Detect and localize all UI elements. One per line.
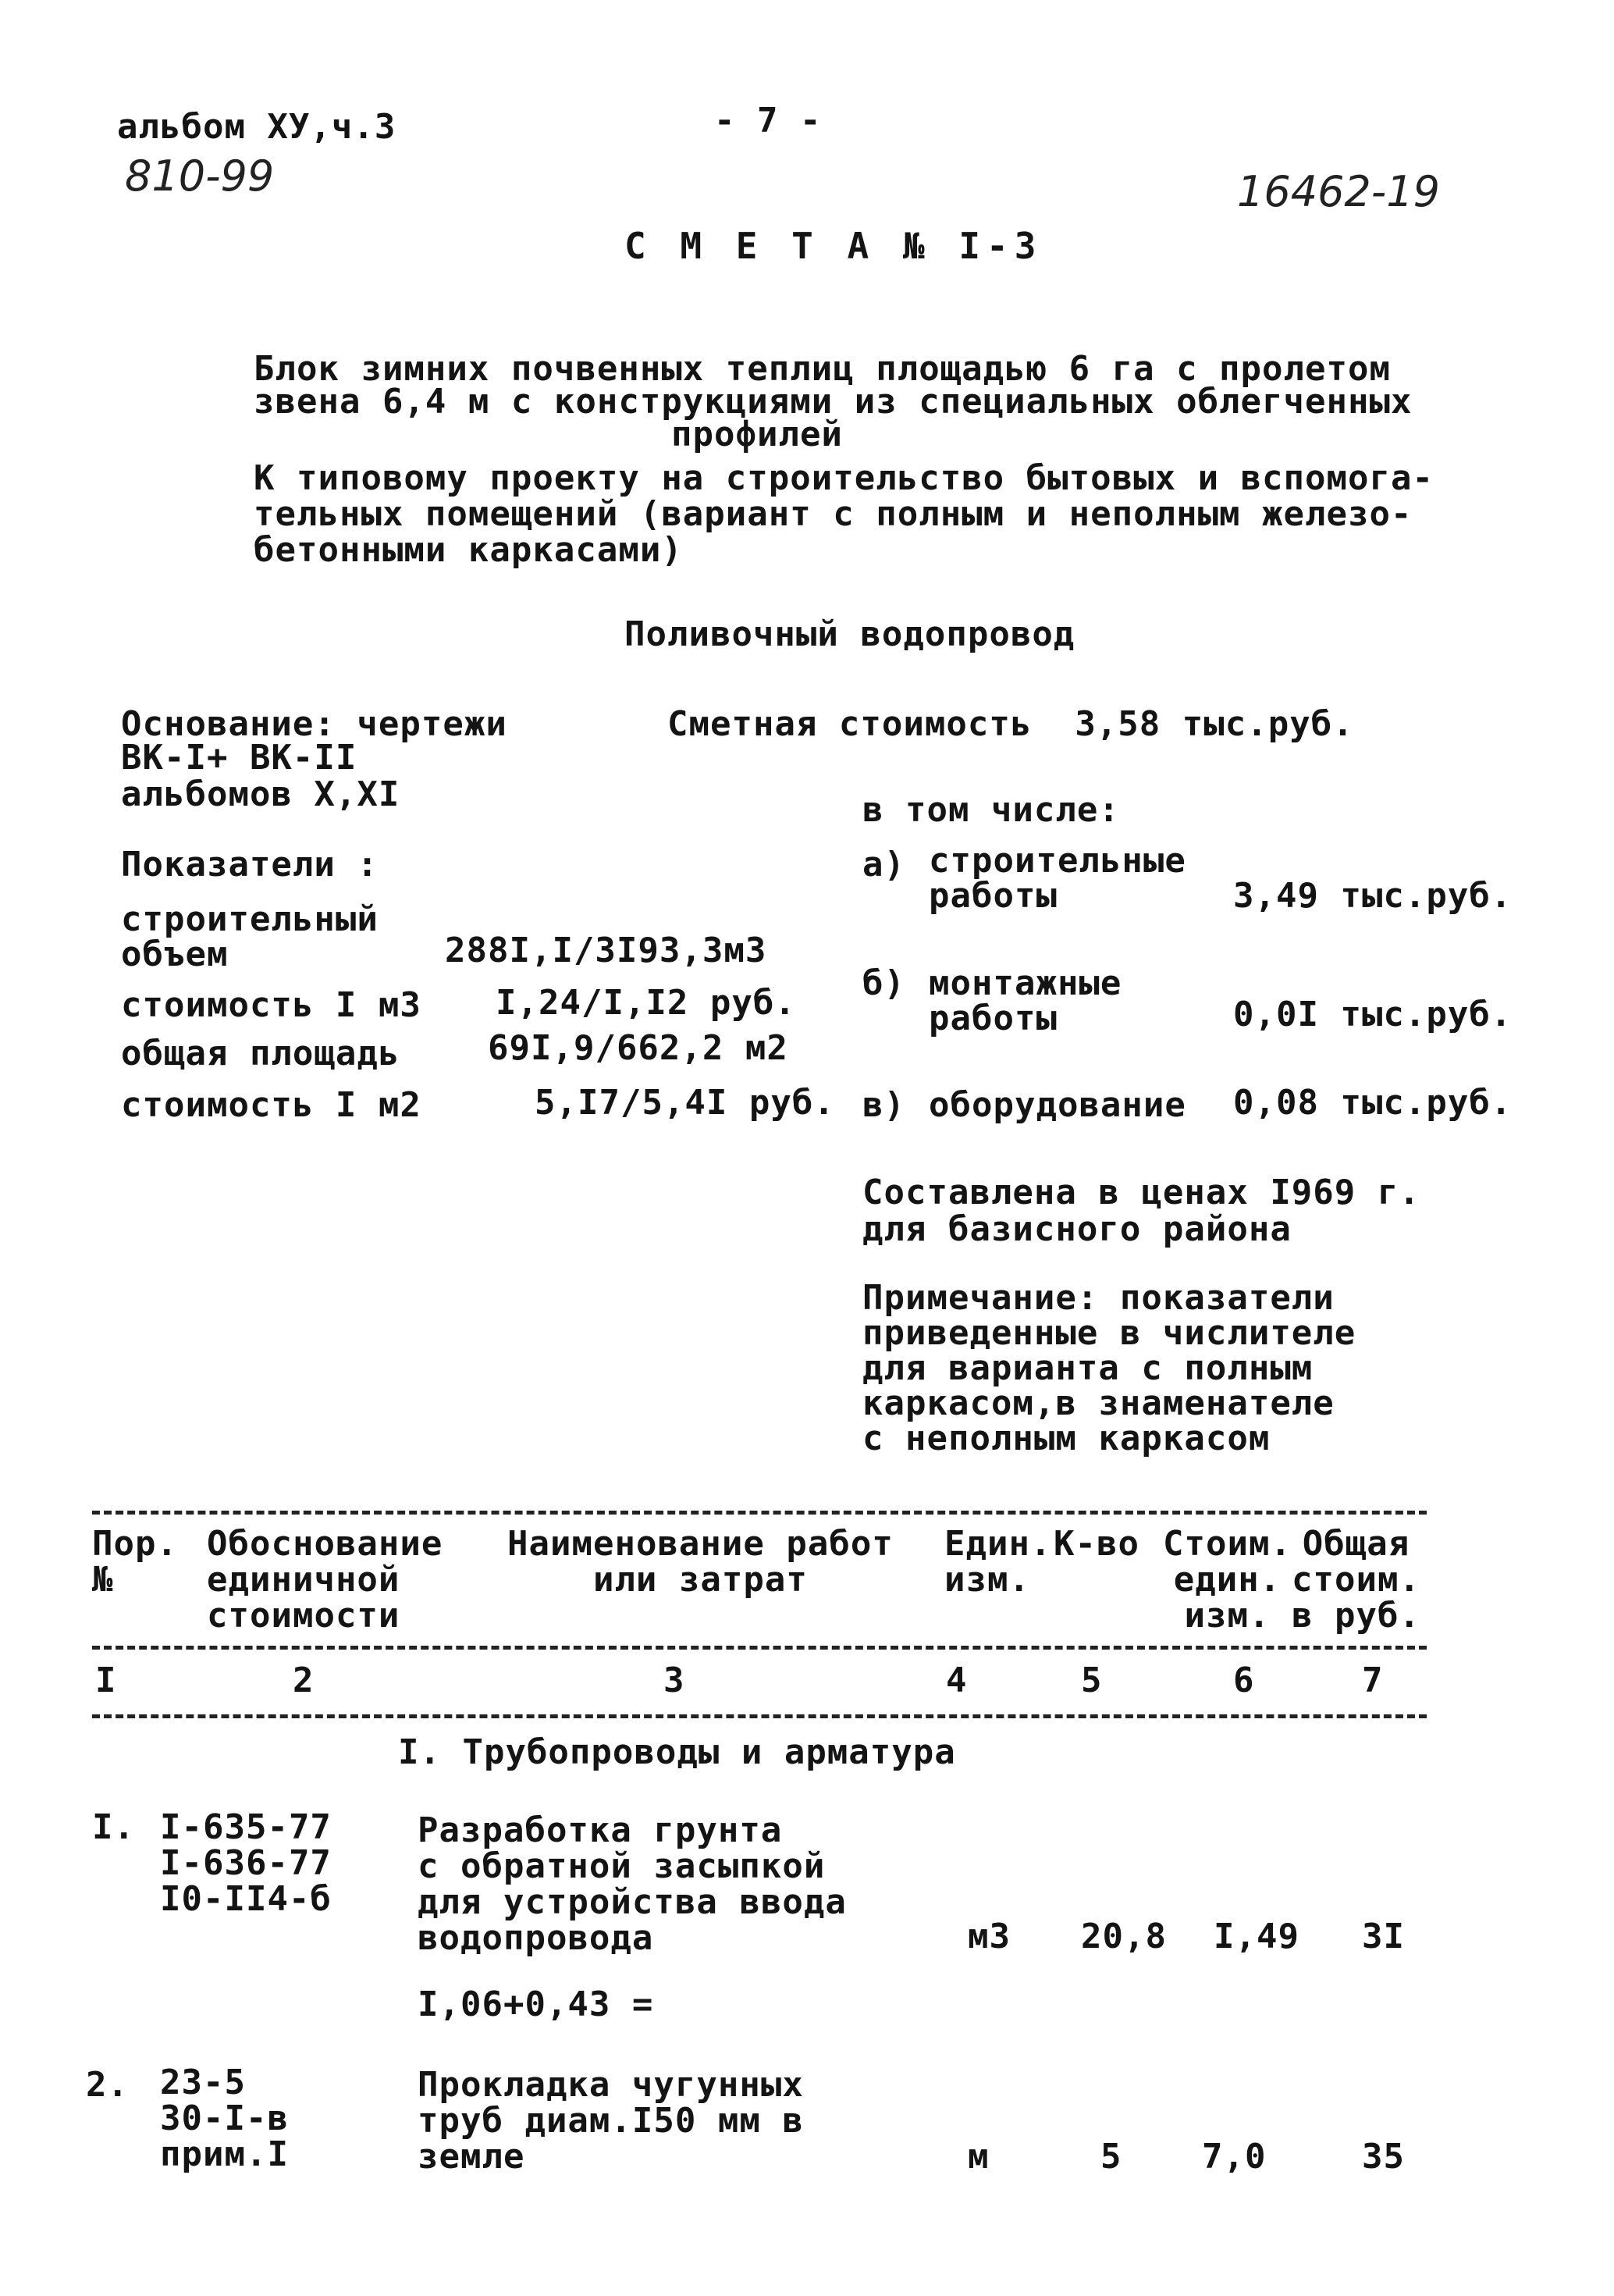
column-number: 6 [1233,1661,1255,1700]
column-number: 2 [293,1661,315,1700]
row-basis: 23-5 30-I-в прим.I [160,2063,289,2174]
row-unit: м3 [968,1917,1011,1956]
row-name: Разработка грунта с обратной засыпкой для устройства ввода водопровода [418,1810,847,1958]
page-title: С М Е Т А № I-3 [624,225,1043,267]
indicator-label: стоимость I м3 [121,985,421,1025]
including-label: в том числе: [862,790,1120,830]
basis-line-1: Основание: чертежи [121,704,507,744]
row-price: I,49 [1214,1917,1299,1956]
indicator-value: 5,I7/5,4I руб. [535,1083,835,1123]
table-header-col-5: К-во [1054,1524,1139,1564]
row-total: 3I [1362,1917,1405,1956]
basis-line-2: ВК-I+ ВК-II [121,738,357,778]
breakdown-label: оборудование [929,1085,1186,1125]
intro-line-5: тельных помещений (вариант с полным и неполным железо- [254,494,1413,534]
handwritten-code-right: 16462-19 [1237,167,1440,216]
intro-line-4: К типовому проекту на строительство бытовых и вспомога- [254,458,1434,498]
handwritten-code-left: 810-99 [125,151,275,201]
remark-line-3: для варианта с полным [862,1348,1314,1388]
indicator-value: I,24/I,I2 руб. [496,983,796,1023]
indicator-value: 288I,I/3I93,3м3 [445,931,767,970]
column-number: I [95,1661,117,1700]
remark-line-5: с неполным каркасом [862,1419,1271,1458]
column-number: 4 [946,1661,968,1700]
row-number: 2. [86,2065,129,2105]
row-total: 35 [1362,2137,1405,2177]
intro-line-1: Блок зимних почвенных теплиц площадью 6 га с пролетом [254,349,1391,389]
indicator-value: 69I,9/662,2 м2 [488,1028,788,1068]
table-header-col-2: Обоснование единичной стоимости [207,1524,443,1636]
breakdown-letter: б) [862,963,905,1003]
row-price: 7,0 [1202,2137,1267,2177]
row-name: Прокладка чугунных труб диам.I50 мм в земле [418,2065,804,2177]
remark-line-2: приведенные в числителе [862,1313,1356,1353]
breakdown-label: работы [929,998,1058,1038]
table-header-col-4: Един. изм. [944,1524,1052,1600]
album-label: альбом ХУ,ч.3 [117,107,396,147]
indicator-label: стоимость I м2 [121,1085,421,1125]
breakdown-label: строительные [929,841,1186,881]
basis-line-3: альбомов X,XI [121,774,400,814]
breakdown-letter: в) [862,1085,905,1125]
column-number: 7 [1362,1661,1384,1700]
breakdown-label: работы [929,876,1058,916]
intro-line-3: профилей [671,415,843,454]
intro-line-2: звена 6,4 м с конструкциями из специальных облегченных [254,382,1413,422]
indicator-label: общая площадь [121,1034,400,1073]
row-qty: 5 [1100,2137,1122,2177]
section-title: Поливочный водопровод [624,614,1075,654]
row-number: I. [92,1807,135,1847]
indicators-label: Показатели : [121,845,379,885]
table-header-col-3: Наименование работ или затрат [507,1524,894,1600]
row-formula: I,06+0,43 = [418,1985,654,2024]
row-unit: м [968,2137,990,2177]
breakdown-value: 0,0I тыс.руб. [1233,995,1513,1034]
estimated-cost: Сметная стоимость 3,58 тыс.руб. [667,704,1354,744]
remark-line-4: каркасом,в знаменателе [862,1383,1335,1423]
remark-line-1: Примечание: показатели [862,1278,1335,1318]
column-number: 3 [663,1661,685,1700]
breakdown-value: 0,08 тыс.руб. [1233,1083,1513,1123]
indicator-label: строительный [121,899,379,939]
numbers-rule [92,1714,1427,1718]
row-basis: I-635-77 I-636-77 I0-II4-б [160,1807,332,1919]
indicator-label: объем [121,934,229,974]
group-title: I. Трубопроводы и арматура [398,1732,956,1772]
prices-note-line-1: Составлена в ценах I969 г. [862,1173,1420,1212]
table-header-col-1: Пор. № [92,1524,178,1600]
page-number: - 7 - [714,101,822,141]
table-header-col-7: Общая стоим. в руб. [1292,1524,1420,1636]
intro-line-6: бетонными каркасами) [254,530,683,570]
column-number: 5 [1081,1661,1103,1700]
table-top-rule [92,1511,1427,1515]
breakdown-label: монтажные [929,963,1122,1003]
breakdown-letter: а) [862,845,905,885]
prices-note-line-2: для базисного района [862,1209,1292,1249]
breakdown-value: 3,49 тыс.руб. [1233,876,1513,916]
header-rule [92,1646,1427,1650]
row-qty: 20,8 [1081,1917,1167,1956]
table-header-col-6: Стоим. един. изм. [1163,1524,1292,1636]
